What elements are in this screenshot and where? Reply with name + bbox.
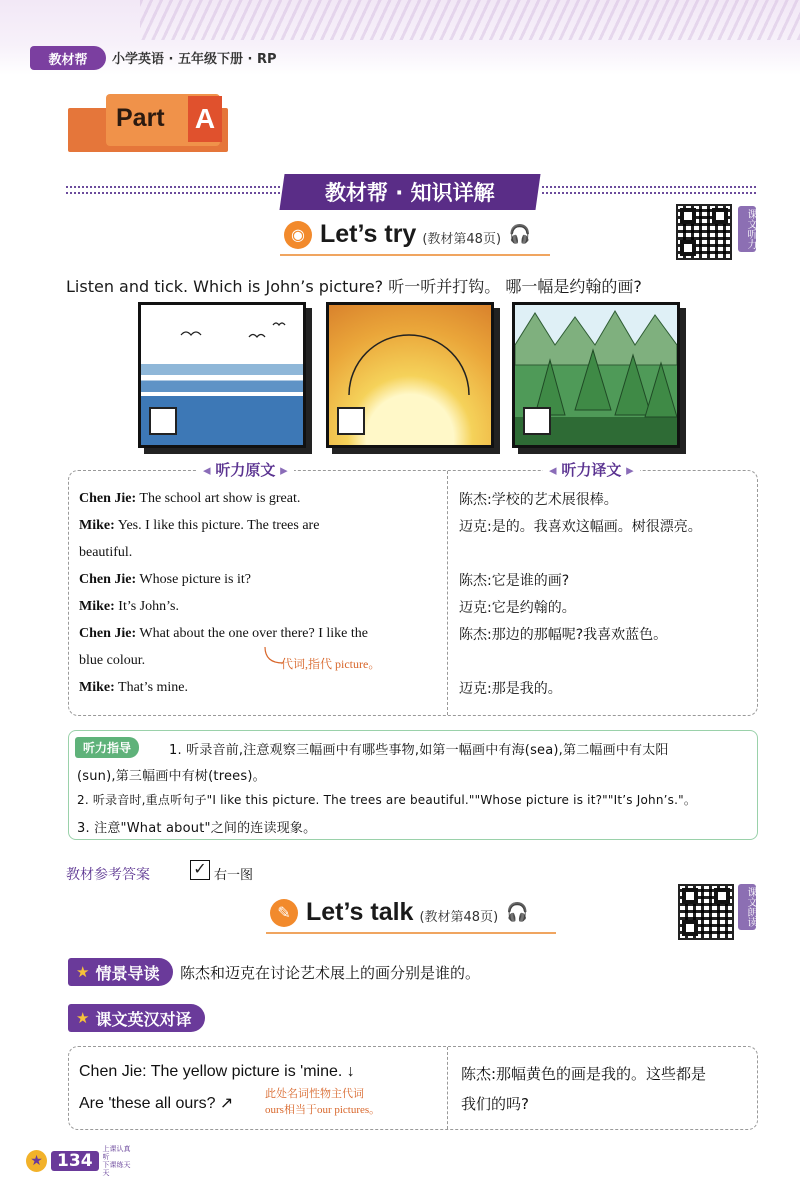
footer-slogan-line: 上课认真听: [102, 1145, 131, 1161]
speaker-name: Mike: [79, 518, 111, 533]
book-title: 小学英语 · 五年级下册 · RP: [112, 52, 277, 67]
speaker-name: Chen Jie: [79, 626, 132, 641]
transcript-line: [79, 626, 368, 642]
qr-corner: [680, 208, 696, 224]
bilingual-divider: [447, 1047, 448, 1129]
line-text: Yes. I like this picture. The trees are: [114, 518, 320, 533]
scene-tag-text: 情景导读: [95, 963, 160, 983]
qr-corner: [682, 920, 698, 936]
lets-try-ref: (教材第48页): [422, 232, 502, 247]
star-badge-icon: ★: [26, 1150, 47, 1172]
qr-corner: [714, 888, 730, 904]
headphones-icon: 🎧: [505, 902, 529, 923]
translation-heading: ◂ 听力译文 ▸: [543, 459, 640, 480]
lets-talk-underline: [266, 932, 556, 934]
line-text: beautiful.: [79, 545, 133, 560]
translation-line: 陈杰:学校的艺术展很棒。: [459, 492, 618, 508]
footer-slogan: [103, 1145, 136, 1177]
ours-note: ours相当于our pictures。: [265, 1104, 381, 1116]
section-banner: [279, 174, 540, 210]
answer-text: 右一图: [214, 868, 254, 883]
banner-dotline-right: [542, 186, 756, 188]
header-decoration: [140, 0, 800, 40]
scene-text: 陈杰和迈克在讨论艺术展上的画分别是谁的。: [180, 964, 481, 982]
translation-line: 迈克:它是约翰的。: [459, 600, 576, 616]
line-text: What about the one over there? I like the: [136, 626, 368, 641]
line-text: Whose picture is it?: [136, 572, 251, 587]
star-icon: ★: [76, 1009, 90, 1027]
talk-cn-line: 我们的吗?: [461, 1095, 529, 1113]
answer-label: 教材参考答案: [66, 867, 150, 883]
transcript-line: [79, 653, 145, 669]
lets-try-heading: [284, 220, 531, 249]
tips-tag: 听力指导: [75, 737, 139, 758]
banner-dotline-right-2: [542, 192, 756, 194]
listening-tips-box: [68, 730, 758, 840]
lets-talk-ref: (教材第48页): [419, 910, 499, 925]
tip-line: 2. 听录音时,重点听句子"I like this picture. The trees are beautiful.""Whose picture is it?""It’s John’s."。: [77, 793, 697, 807]
instruction-text: Listen and tick. Which is John’s picture? 听一听并打钩。 哪一幅是约翰的画?: [66, 277, 642, 296]
part-word: Part: [116, 104, 165, 132]
tick-box-2[interactable]: [337, 407, 365, 435]
speaker-name: Chen Jie: [79, 491, 132, 506]
qr-corner: [680, 240, 696, 256]
speaker-sep: :: [110, 599, 115, 614]
speaker-name: Chen Jie: [79, 572, 132, 587]
ours-note: 此处名词性物主代词: [265, 1088, 364, 1100]
line-text: That’s mine.: [114, 680, 189, 695]
banner-dotline-left: [66, 186, 280, 188]
qr-corner: [712, 208, 728, 224]
page-number: 134: [51, 1151, 99, 1171]
sea-picture: [138, 302, 306, 448]
speaker-sep: :: [131, 572, 137, 587]
lets-try-underline: [280, 254, 550, 256]
dialog-table: [68, 461, 758, 716]
headphones-icon: 🎧: [508, 224, 532, 245]
tip-line: 1. 听录音前,注意观察三幅画中有哪些事物,如第一幅画中有海(sea),第二幅画中有太阳: [169, 743, 669, 758]
speaker-name: Mike: [79, 599, 111, 614]
transcript-line: [79, 518, 439, 534]
translation-line: 迈克:那是我的。: [459, 681, 562, 697]
tick-box-1[interactable]: [149, 407, 177, 435]
footer-slogan-line: 下课练天天: [102, 1161, 131, 1177]
banner-dotline-left-2: [66, 192, 280, 194]
speaker-sep: :: [131, 491, 137, 506]
section-banner-text: 教材帮 · 知识详解: [325, 181, 495, 205]
part-letter: A: [188, 96, 222, 142]
line-text: It’s John’s.: [114, 599, 179, 614]
ear-icon: ◉: [284, 221, 312, 249]
scene-tag: [68, 958, 173, 986]
talk-en-line: Are 'these all ours? ↗: [79, 1095, 234, 1112]
talk-cn-line: 陈杰:那幅黄色的画是我的。这些都是: [461, 1065, 707, 1083]
dialog-divider: [447, 471, 448, 715]
brand-badge: 教材帮: [30, 46, 106, 70]
page-footer: [26, 1145, 136, 1177]
lets-talk-title: Let’s talk: [306, 898, 414, 926]
transcript-line: [79, 491, 300, 507]
tick-box-3[interactable]: [523, 407, 551, 435]
translation-line: 迈克:是的。我喜欢这幅画。树很漂亮。: [459, 519, 702, 535]
transcript-line: [79, 680, 188, 696]
answer-check-icon: ✓: [190, 860, 210, 880]
tip-line: 3. 注意"What about"之间的连读现象。: [77, 821, 317, 836]
speaker-sep: :: [131, 626, 137, 641]
transcript-heading-text: 听力原文: [215, 461, 276, 479]
bilingual-table: [68, 1046, 758, 1130]
transcript-line: [79, 599, 179, 615]
lets-try-title: Let’s try: [320, 220, 417, 248]
tip-line: (sun),第三幅画中有树(trees)。: [77, 769, 266, 784]
lets-talk-heading: [270, 898, 528, 927]
speaker-sep: :: [110, 518, 115, 533]
part-a-tab: [68, 94, 228, 152]
trees-picture: [512, 302, 680, 448]
qr-code-listening[interactable]: [676, 204, 732, 260]
line-text: The school art show is great.: [136, 491, 301, 506]
qr-tag-reading: 课文朗读: [738, 884, 756, 930]
bilingual-tag-text: 课文英汉对译: [95, 1009, 192, 1029]
bilingual-tag: [68, 1004, 205, 1032]
qr-tag-listening: 课文听力: [738, 206, 756, 252]
talk-en-line: Chen Jie: The yellow picture is 'mine. ↓: [79, 1063, 355, 1080]
translation-heading-text: 听力译文: [561, 461, 622, 479]
transcript-line: [79, 545, 132, 561]
speech-icon: ✎: [270, 899, 298, 927]
line-text: blue colour.: [79, 653, 146, 668]
pronoun-note: 代词,指代 picture。: [281, 657, 381, 671]
translation-line: 陈杰:它是谁的画?: [459, 573, 570, 589]
sun-picture: [326, 302, 494, 448]
transcript-heading: ◂ 听力原文 ▸: [197, 459, 294, 480]
translation-line: 陈杰:那边的那幅呢?我喜欢蓝色。: [459, 627, 668, 643]
qr-corner: [682, 888, 698, 904]
qr-code-reading[interactable]: [678, 884, 734, 940]
transcript-line: [79, 572, 251, 588]
speaker-sep: :: [110, 680, 115, 695]
speaker-name: Mike: [79, 680, 111, 695]
star-icon: ★: [76, 963, 90, 981]
